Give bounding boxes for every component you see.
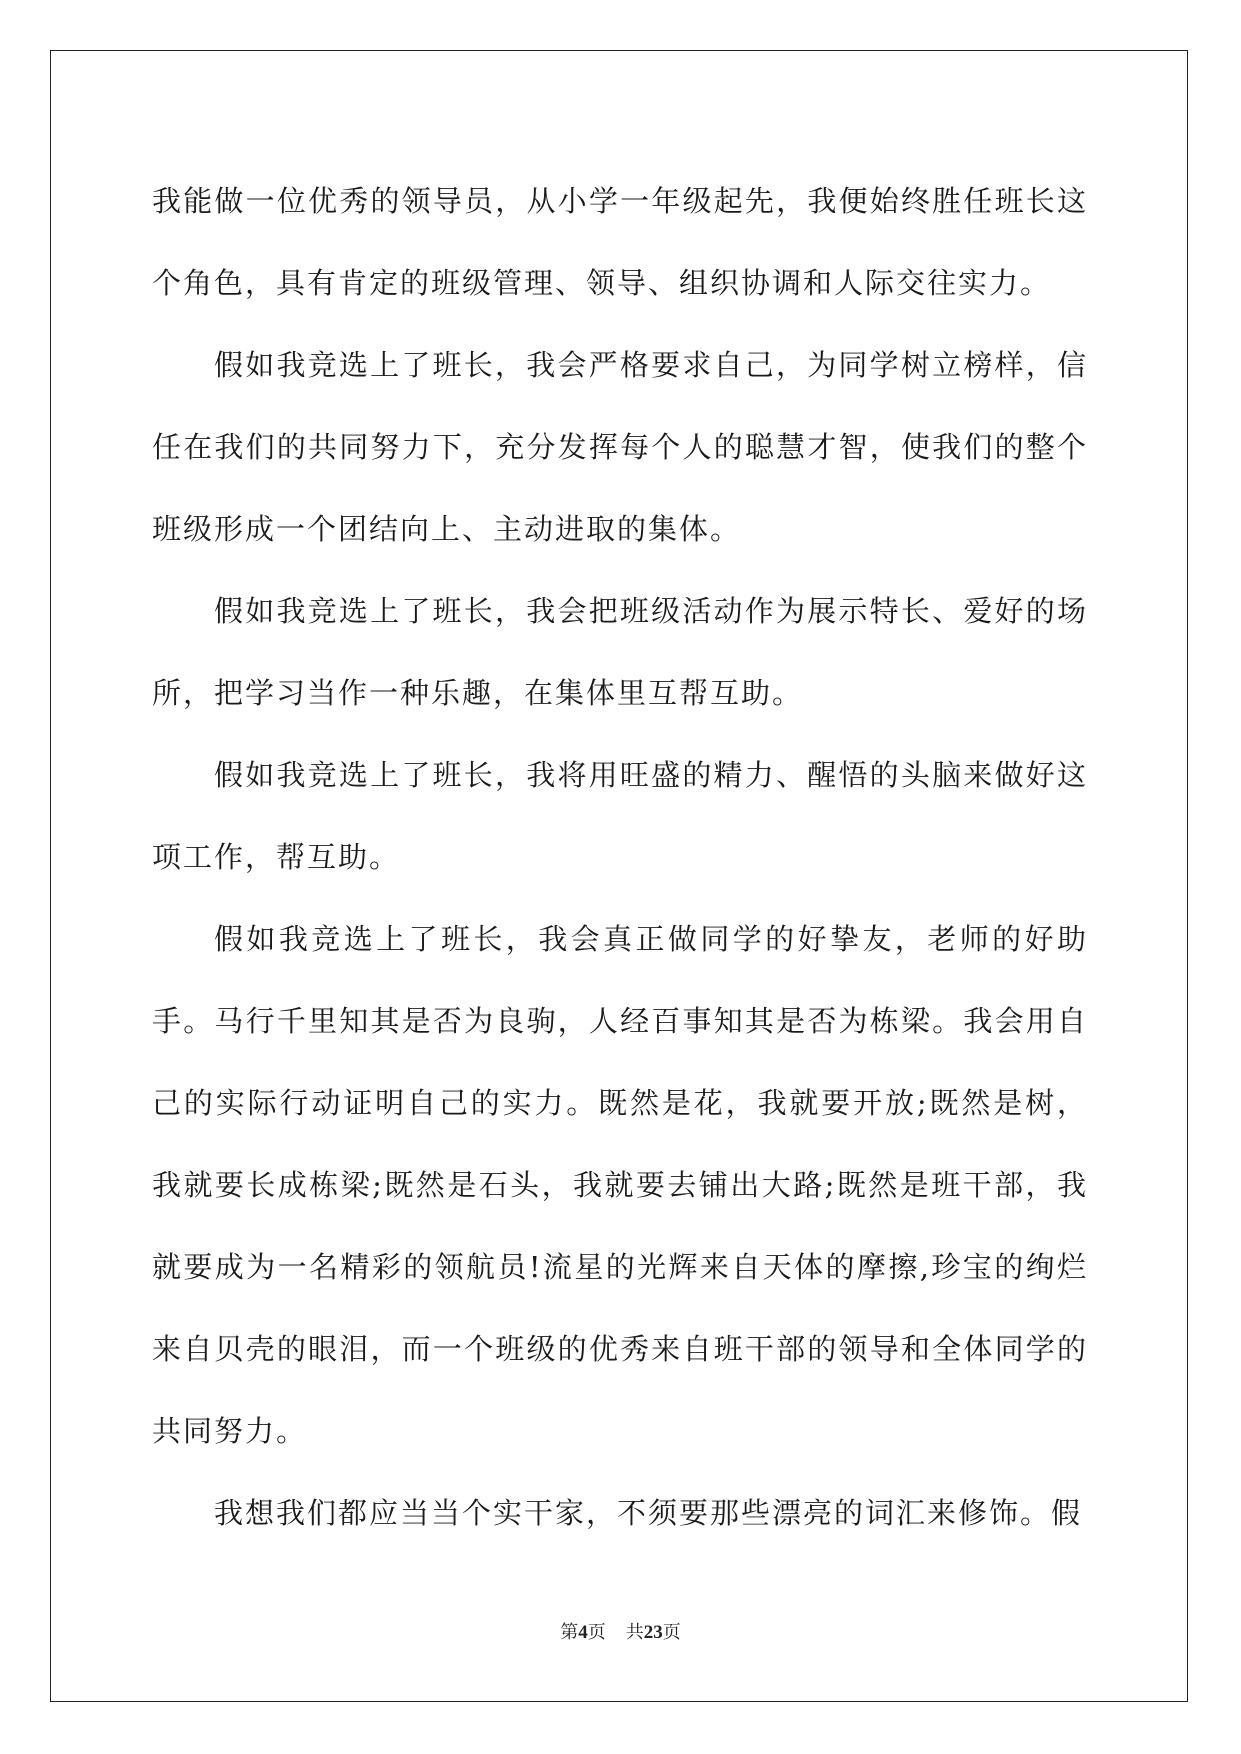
paragraph-1: 我能做一位优秀的领导员，从小学一年级起先，我便始终胜任班长这个角色，具有肯定的班级管理、领导、组织协调和人际交往实力。 (152, 184, 1088, 300)
paragraph-5: 假如我竞选上了班长，我会真正做同学的好挚友，老师的好助手。马行千里知其是否为良驹，人经百事知其是否为栋梁。我会用自己的实际行动证明自己的实力。既然是花，我就要开放;既然是树，我就要长成栋梁;既然是石头，我就要去铺出大路;既然是班干部，我就要成为一名精彩的领航员!流星的光辉来自天体的摩擦,珍宝的绚烂来自贝壳的眼泪，而一个班级的优秀来自班干部的领导和全体同学的共同努力。 (152, 922, 1088, 1448)
footer-total-prefix: 共 (625, 1622, 644, 1643)
paragraph-3: 假如我竞选上了班长，我会把班级活动作为展示特长、爱好的场所，把学习当作一种乐趣，在集体里互帮互助。 (152, 594, 1088, 710)
footer-prefix: 第 (560, 1622, 579, 1643)
current-page-number: 4 (578, 1622, 588, 1643)
document-body (152, 160, 1088, 1554)
paragraph-4: 假如我竞选上了班长，我将用旺盛的精力、醒悟的头脑来做好这项工作，帮互助。 (152, 758, 1088, 874)
paragraph-6: 我想我们都应当当个实干家，不须要那些漂亮的词汇来修饰。假 (214, 1496, 1083, 1530)
footer-total-suffix: 页 (662, 1622, 681, 1643)
total-page-count: 23 (643, 1622, 663, 1643)
page-footer (0, 1618, 1241, 1644)
paragraph-2: 假如我竞选上了班长，我会严格要求自己，为同学树立榜样，信任在我们的共同努力下，充分发挥每个人的聪慧才智，使我们的整个班级形成一个团结向上、主动进取的集体。 (152, 348, 1088, 546)
footer-page-suffix: 页 (587, 1622, 606, 1643)
